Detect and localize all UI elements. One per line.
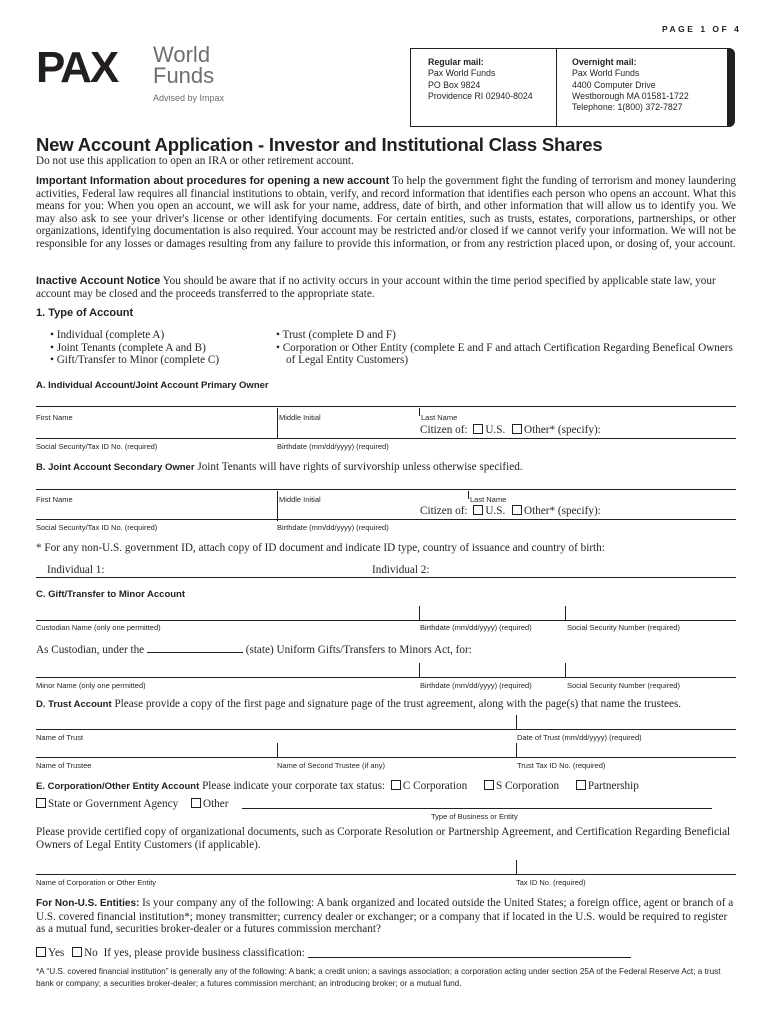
a-first-name-label: First Name — [36, 413, 73, 422]
c-corp-checkbox[interactable] — [391, 780, 401, 790]
account-type-list-left — [50, 329, 219, 367]
mailing-address-box — [410, 48, 729, 127]
type-of-business-label: Type of Business or Entity — [431, 812, 518, 821]
option-label: Trust (complete D and F) — [282, 329, 396, 341]
regular-mail-heading: Regular mail: — [428, 57, 484, 67]
regular-mail-line: Pax World Funds — [428, 68, 496, 79]
page-title: New Account Application - Investor and Institutional Class Shares — [36, 134, 603, 155]
individual-2-label: Individual 2: — [372, 564, 430, 576]
as-custodian-row — [36, 644, 472, 657]
overnight-mail-line: Pax World Funds — [572, 68, 640, 79]
state-gov-checkbox[interactable] — [36, 798, 46, 808]
a-last-name-label: Last Name — [421, 413, 458, 422]
important-text: To help the government fight the funding of terrorism and money laundering activities, Federal law requires all financial institutions to obtain, verify, and record information that identifies each person who opens an account. What this means for you: When you open an account, we will ask for your name, address, date of birth, and other information that will allow us to identify you. We may also ask to see your driver's license or other identifying documents. For certain entities, such as trusts, estates, corporations, partnerships, or other organizations, identifying documentation is also required. Your account may be restricted and/or closed if we cannot verify your information. We will not be responsible for any losses or damages resulting from any failure to provide this information, or from any restriction placed upon, or dosing of, your account. — [36, 175, 736, 250]
other-entity-checkbox[interactable] — [191, 798, 201, 808]
important-info — [36, 175, 736, 251]
regular-mail — [428, 57, 533, 102]
us-label: U.S. — [485, 424, 506, 436]
footnote: *A “U.S. covered financial institution” is generally any of the following: A bank; a credit union; a savings association; a corporation acting under section 25A of the Federal Reserve Act; a trust bank or company; a securities broker-dealer; a futures commission merchant; an introducing broker; or a mutual fund. — [36, 967, 721, 988]
account-type-individual[interactable]: • Individual (complete A) — [50, 329, 165, 341]
b-last-name-label: Last Name — [470, 495, 507, 504]
partnership-checkbox[interactable] — [576, 780, 586, 790]
b-name-input[interactable] — [36, 475, 736, 489]
partnership-label: Partnership — [587, 780, 639, 792]
logo-mark: PAX — [36, 43, 118, 92]
other-label: Other* (specify): — [524, 505, 601, 517]
section-e-row1 — [36, 780, 639, 794]
yes-no-row — [36, 947, 305, 960]
business-type-input[interactable] — [242, 808, 712, 809]
c-custodian-label: Custodian Name (only one permitted) — [36, 623, 161, 632]
c-ssn-label: Social Security Number (required) — [567, 623, 680, 632]
important-heading: Important Information about procedures for opening a new account — [36, 175, 390, 187]
citizen-label: Citizen of: — [420, 505, 468, 517]
s-corp-checkbox[interactable] — [484, 780, 494, 790]
d-trustee-label: Name of Trustee — [36, 761, 92, 770]
section-d — [36, 698, 681, 712]
section-e-heading: E. Corporation/Other Entity Account — [36, 781, 200, 792]
state-gov-label: State or Government Agency — [48, 798, 179, 810]
d-trust-name-label: Name of Trust — [36, 733, 84, 742]
docs-note: Please provide certified copy of organizational documents, such as Corporate Resolution or Partnership Agreement, and Certification Regarding Beneficial Owners of Legal Entity Customers (if applicable). — [36, 826, 731, 851]
logo-funds: Funds — [153, 63, 215, 88]
page-indicator: PAGE 1 OF 4 — [662, 24, 742, 34]
a-us-checkbox[interactable] — [473, 424, 483, 434]
section-d-heading: D. Trust Account — [36, 699, 112, 710]
account-type-gift[interactable]: • Gift/Transfer to Minor (complete C) — [50, 354, 220, 367]
c-birthdate2-label: Birthdate (mm/dd/yyyy) (required) — [420, 681, 532, 690]
section-e-row2 — [36, 798, 228, 811]
b-other-checkbox[interactable] — [512, 505, 522, 515]
account-type-joint[interactable]: • Joint Tenants (complete A and B) — [50, 341, 206, 354]
individual-1-input[interactable] — [110, 562, 360, 576]
section-b-heading: B. Joint Account Secondary Owner — [36, 462, 195, 473]
logo-world: World — [153, 42, 211, 67]
us-label: U.S. — [485, 505, 506, 517]
section-d-note: Please provide a copy of the first page and signature page of the trust agreement, along with the page(s) that name the trustees. — [114, 698, 682, 710]
ugma-label: (state) Uniform Gifts/Transfers to Minors Act, for: — [245, 644, 472, 656]
inactive-heading: Inactive Account Notice — [36, 275, 161, 287]
if-yes-label: If yes, please provide business classification: — [103, 947, 305, 959]
non-us-text: Is your company any of the following: A bank organized and located outside the United States; a foreign office, agent or branch of a U.S. covered financial institution*; money transmitter; currency dealer or exchanger; or a company that if located in the U.S. would be required to register as a mutual fund, securities broker-dealer or a futures commission merchant? — [36, 897, 734, 936]
non-us-heading: For Non-U.S. Entities: — [36, 898, 140, 909]
account-type-corporation[interactable]: • Corporation or Other Entity (complete E and F and attach Certification Regarding Benefical Owners of Legal Entity Customers) — [276, 341, 733, 367]
b-first-name-label: First Name — [36, 495, 73, 504]
b-birthdate-label: Birthdate (mm/dd/yyyy) (required) — [277, 523, 389, 532]
as-custodian-label: As Custodian, under the — [36, 644, 145, 656]
individual-1-label: Individual 1: — [47, 564, 105, 576]
b-citizenship — [420, 505, 601, 517]
section-b-note: Joint Tenants will have rights of survivorship unless otherwise specified. — [197, 461, 523, 473]
a-other-checkbox[interactable] — [512, 424, 522, 434]
page-subtitle: Do not use this application to open an IRA or other retirement account. — [36, 155, 354, 167]
other-label: Other* (specify): — [524, 424, 601, 436]
a-citizenship — [420, 424, 601, 436]
a-middle-initial-label: Middle Initial — [279, 413, 321, 422]
c-ssn2-label: Social Security Number (required) — [567, 681, 680, 690]
state-input[interactable] — [147, 652, 243, 653]
account-type-list-right — [276, 329, 736, 367]
c-minor-label: Minor Name (only one permitted) — [36, 681, 146, 690]
regular-mail-line: PO Box 9824 — [428, 79, 481, 90]
section-b — [36, 461, 523, 475]
s-corp-label: S Corporation — [495, 780, 560, 792]
overnight-mail-line: 4400 Computer Drive — [572, 79, 656, 90]
non-us-entities — [36, 897, 736, 936]
no-label: No — [84, 947, 98, 959]
no-checkbox[interactable] — [72, 947, 82, 957]
trust-name-input[interactable] — [36, 714, 512, 728]
inactive-text: You should be aware that if no activity occurs in your account within the time period specified by applicable state law, your account may be closed and the proceeds transferred to the appropriate state. — [36, 275, 716, 300]
e-corp-name-label: Name of Corporation or Other Entity — [36, 878, 157, 887]
inactive-notice — [36, 275, 736, 300]
pax-logo — [36, 42, 236, 108]
custodian-name-input[interactable] — [36, 605, 416, 619]
b-ssn-label: Social Security/Tax ID No. (required) — [36, 523, 158, 532]
b-us-checkbox[interactable] — [473, 505, 483, 515]
option-label: Corporation or Other Entity (complete E and F and attach Certification Regarding Benefical Owners of Legal Entity Customers) — [282, 341, 733, 367]
d-second-trustee-label: Name of Second Trustee (if any) — [277, 761, 385, 770]
yes-checkbox[interactable] — [36, 947, 46, 957]
overnight-mail-line: Westborough MA 01581-1722 — [572, 90, 689, 101]
section-a-heading: A. Individual Account/Joint Account Primary Owner — [36, 380, 269, 391]
d-tax-id-label: Trust Tax ID No. (required) — [517, 761, 606, 770]
overnight-mail-line: Telephone: 1(800) 372-7827 — [572, 102, 683, 113]
section-c-heading: C. Gift/Transfer to Minor Account — [36, 589, 186, 600]
a-name-input[interactable] — [36, 392, 736, 406]
citizen-label: Citizen of: — [420, 424, 468, 436]
overnight-mail — [572, 57, 689, 113]
option-label: Joint Tenants (complete A and B) — [56, 341, 206, 354]
c-corp-label: C Corporation — [402, 780, 468, 792]
logo-tagline: Advised by Impax — [153, 93, 225, 103]
e-tax-id-label: Tax ID No. (required) — [516, 878, 586, 887]
a-ssn-label: Social Security/Tax ID No. (required) — [36, 442, 158, 451]
yes-label: Yes — [48, 947, 65, 959]
corp-name-input[interactable] — [36, 859, 512, 873]
section-e-note: Please indicate your corporate tax status: — [202, 780, 386, 792]
d-trust-date-label: Date of Trust (mm/dd/yyyy) (required) — [517, 733, 642, 742]
account-type-trust[interactable]: • Trust (complete D and F) — [276, 329, 396, 341]
option-label: Gift/Transfer to Minor (complete C) — [56, 354, 220, 367]
other-entity-label: Other — [202, 798, 229, 810]
b-middle-initial-label: Middle Initial — [279, 495, 321, 504]
id-note: * For any non-U.S. government ID, attach copy of ID document and indicate ID type, country of issuance and country of birth: — [36, 542, 605, 554]
business-classification-input[interactable] — [308, 957, 631, 958]
c-birthdate-label: Birthdate (mm/dd/yyyy) (required) — [420, 623, 532, 632]
regular-mail-line: Providence RI 02940-8024 — [428, 90, 533, 101]
minor-name-input[interactable] — [36, 662, 416, 676]
individual-2-input[interactable] — [435, 562, 735, 576]
type-of-account-heading: 1. Type of Account — [36, 307, 134, 319]
a-birthdate-label: Birthdate (mm/dd/yyyy) (required) — [277, 442, 389, 451]
option-label: Individual (complete A) — [56, 329, 165, 341]
overnight-mail-heading: Overnight mail: — [572, 57, 637, 67]
box-dark-edge — [727, 48, 735, 127]
